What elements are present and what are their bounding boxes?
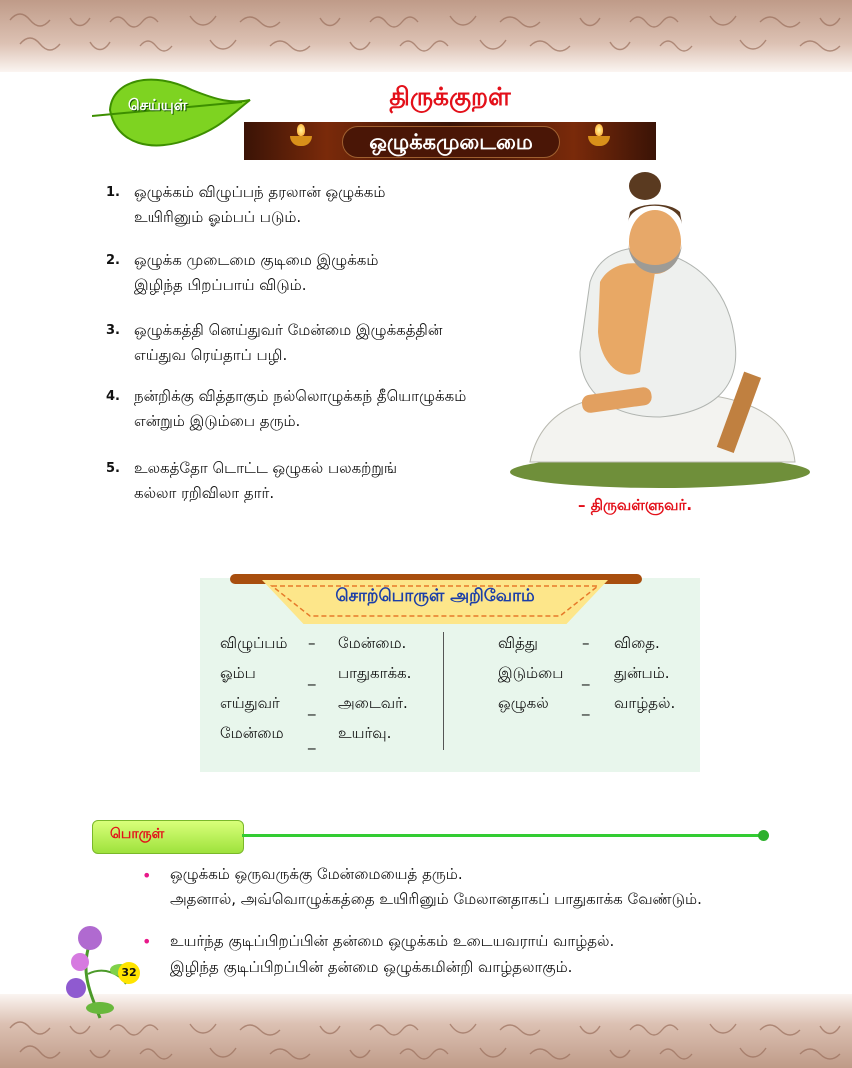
glossary-word: மேன்மை bbox=[220, 724, 284, 742]
verse-line: உயிரினும் ஓம்பப் படும். bbox=[134, 208, 302, 226]
glossary-separator: – bbox=[582, 634, 590, 652]
verse-line: எய்துவ ரெய்தாப் பழி. bbox=[134, 346, 288, 364]
glossary-meaning: பாதுகாக்க. bbox=[338, 664, 412, 682]
meaning-label: பொருள் bbox=[110, 826, 165, 842]
verse-line: உலகத்தோ டொட்ட ஒழுகல் பலகற்றுங் bbox=[134, 459, 398, 477]
glossary-separator: _ bbox=[582, 698, 590, 716]
lamp-icon bbox=[290, 136, 312, 146]
verse-number: 3. bbox=[106, 323, 120, 338]
verse-line: ஒழுக்கத்தி னெய்துவர் மேன்மை இழுக்கத்தின் bbox=[134, 321, 443, 339]
page-title: திருக்குறள் bbox=[389, 82, 511, 111]
page-number: 32 bbox=[118, 962, 140, 984]
bullet-icon: • bbox=[142, 932, 152, 951]
glossary-meaning: விதை. bbox=[614, 634, 660, 652]
verse-line: ஒழுக்க முடைமை குடிமை இழுக்கம் bbox=[134, 251, 379, 269]
glossary-word: இடும்பை bbox=[498, 664, 564, 682]
verse-line: என்றும் இடும்பை தரும். bbox=[134, 412, 301, 430]
meaning-line-dot bbox=[758, 830, 769, 841]
glossary-word: ஓம்ப bbox=[220, 664, 256, 682]
verse-line: நன்றிக்கு வித்தாகும் நல்லொழுக்கந் தீயொழுக்கம் bbox=[134, 387, 467, 405]
verse-line: இழிந்த பிறப்பாய் விடும். bbox=[134, 276, 307, 294]
meaning-line: ஒழுக்கம் ஒருவருக்கு மேன்மையைத் தரும். bbox=[170, 865, 463, 883]
glossary-word: வித்து bbox=[498, 634, 538, 652]
glossary-separator: _ bbox=[308, 698, 316, 716]
glossary-meaning: உயர்வு. bbox=[338, 724, 392, 742]
meaning-line: இழிந்த குடிப்பிறப்பின் தன்மை ஒழுக்கமின்றி வாழ்தலாகும். bbox=[170, 958, 573, 976]
flame-icon bbox=[297, 124, 305, 136]
verse-number: 2. bbox=[106, 253, 120, 268]
verse-line: ஒழுக்கம் விழுப்பந் தரலான் ஒழுக்கம் bbox=[134, 183, 386, 201]
verse-item bbox=[106, 384, 546, 434]
glossary-divider bbox=[443, 632, 444, 750]
glossary-meaning: துன்பம். bbox=[614, 664, 670, 682]
verse-number: 4. bbox=[106, 389, 120, 404]
glossary-separator: _ bbox=[308, 732, 316, 750]
glossary-word: எய்துவர் bbox=[220, 694, 280, 712]
meaning-divider-line bbox=[242, 834, 764, 837]
glossary-separator: _ bbox=[308, 668, 316, 686]
header-inscription-band bbox=[0, 0, 852, 72]
chapter-title: ஒழுக்கமுடைமை bbox=[342, 126, 560, 158]
poet-caption: – திருவள்ளுவர். bbox=[578, 496, 693, 514]
verse-item bbox=[106, 248, 546, 298]
verse-item bbox=[106, 318, 546, 368]
verse-line: கல்லா ரறிவிலா தார். bbox=[134, 484, 275, 502]
verse-item bbox=[106, 456, 546, 506]
verse-number: 1. bbox=[106, 185, 120, 200]
section-tag: செய்யுள் bbox=[128, 96, 188, 114]
verse-number: 5. bbox=[106, 461, 120, 476]
glossary-meaning: வாழ்தல். bbox=[614, 694, 676, 712]
flower-decoration-icon bbox=[60, 922, 156, 1022]
glossary-separator: – bbox=[308, 634, 316, 652]
glossary-word: ஒழுகல் bbox=[498, 694, 549, 712]
verse-item bbox=[106, 180, 546, 230]
inscription-pattern bbox=[0, 0, 852, 72]
glossary-word: விழுப்பம் bbox=[220, 634, 288, 652]
meaning-line: உயர்ந்த குடிப்பிறப்பின் தன்மை ஒழுக்கம் உடையவராய் வாழ்தல். bbox=[170, 932, 615, 950]
glossary-meaning: அடைவர். bbox=[338, 694, 408, 712]
bullet-icon: • bbox=[142, 866, 152, 885]
glossary-meaning: மேன்மை. bbox=[338, 634, 407, 652]
poet-illustration bbox=[510, 172, 810, 492]
glossary-separator: _ bbox=[582, 668, 590, 686]
lamp-icon bbox=[588, 136, 610, 146]
meaning-line: அதனால், அவ்வொழுக்கத்தை உயிரினும் மேலானதாகப் பாதுகாக்க வேண்டும். bbox=[170, 890, 702, 908]
flame-icon bbox=[595, 124, 603, 136]
glossary-title: சொற்பொருள் அறிவோம் bbox=[335, 586, 535, 606]
